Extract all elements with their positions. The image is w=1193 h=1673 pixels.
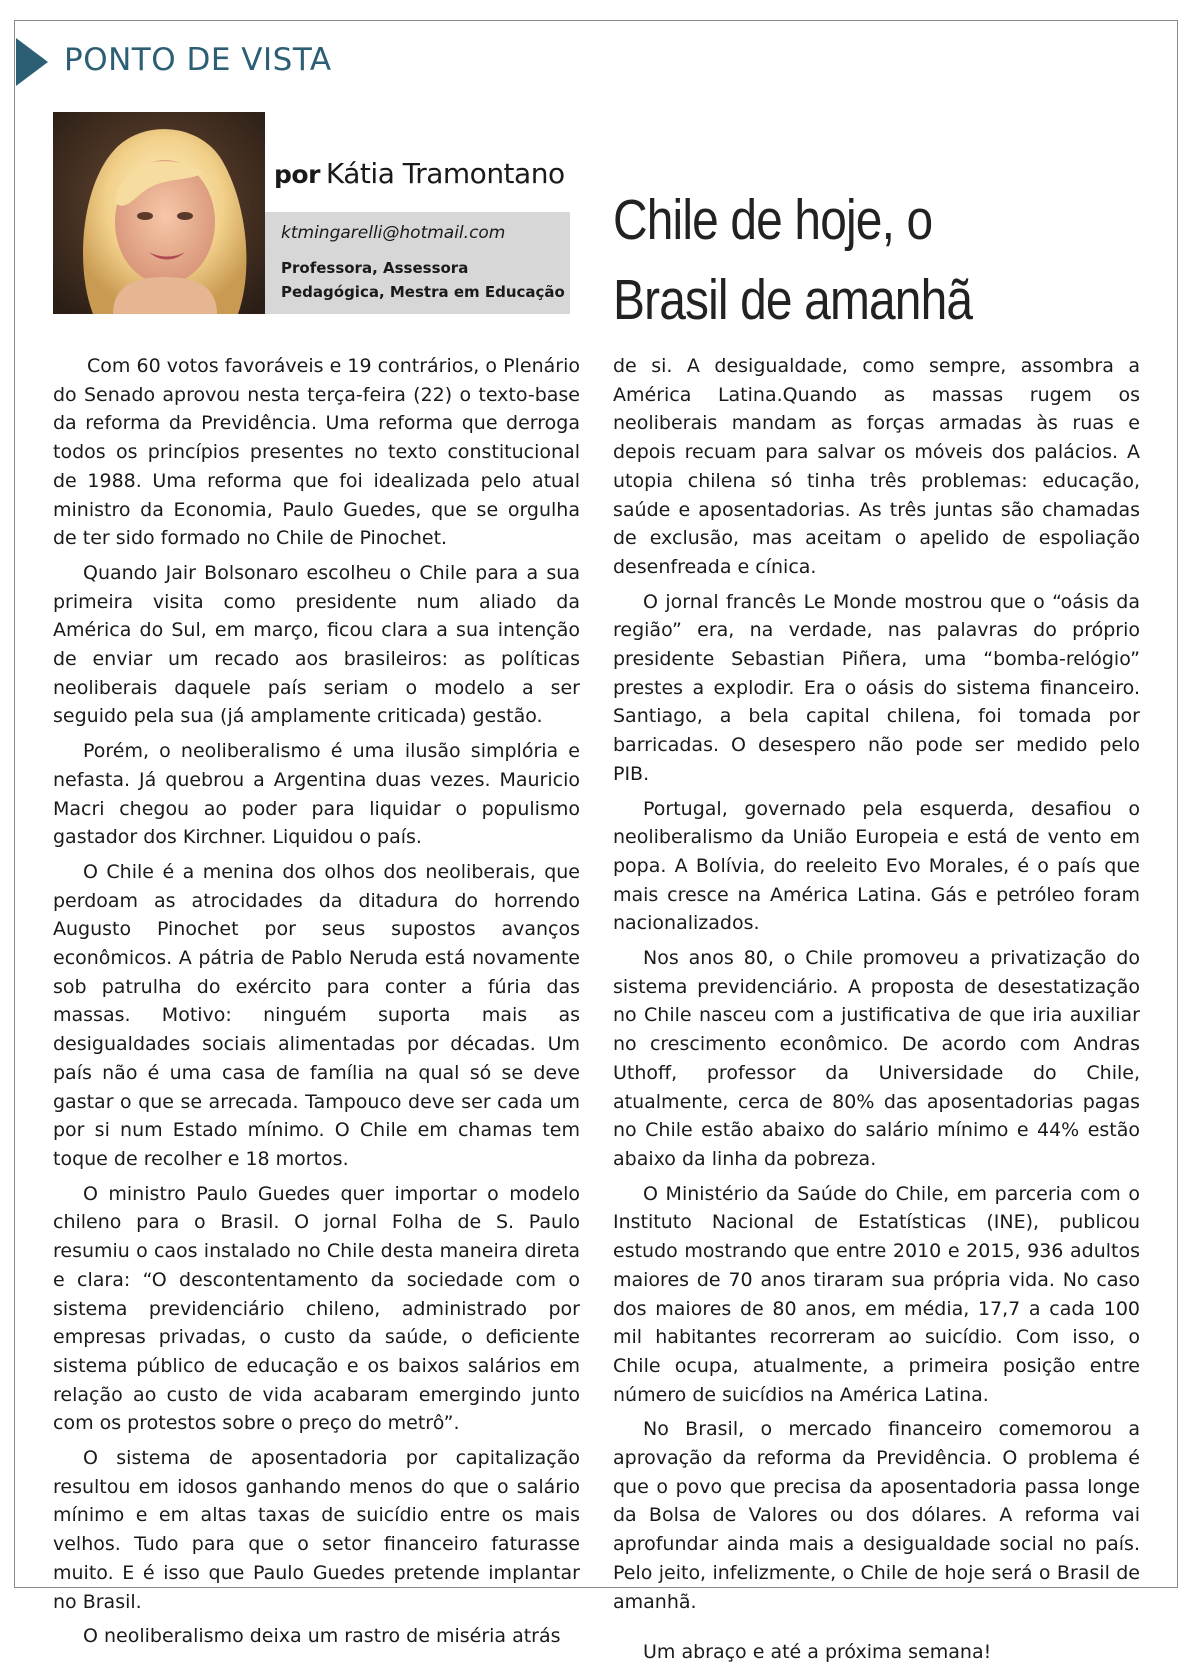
author-photo [53, 112, 265, 314]
author-name: Kátia Tramontano [325, 157, 565, 190]
byline-por: por [274, 160, 320, 189]
paragraph: Com 60 votos favoráveis e 19 contrários, o Plenário do Senado aprovou nesta terça-feira (22) o texto-base da reforma da Previdência. Uma reforma que derroga todos os princípios presentes no texto constitucional de 1988. Uma reforma que foi idealizada pelo atual ministro da Economia, Paulo Guedes, que se orgulha de ter sido formado no Chile de Pinochet. [53, 355, 580, 550]
paragraph: O jornal francês Le Monde mostrou que o “oásis da região” era, na verdade, nas palavras do próprio presidente Sebastian Piñera, uma “bomba-relógio” prestes a explodir. Era o oásis do sistema financeiro. Santiago, a bela capital chilena, foi tomada por barricadas. O desespero não pode ser medido pelo PIB. [613, 590, 1140, 785]
author-byline [274, 156, 565, 193]
author-role-line-1: Professora, Assessora [281, 259, 469, 277]
section-arrow-icon [16, 38, 48, 86]
author-portrait-icon [53, 112, 265, 314]
article-headline [613, 180, 1067, 340]
section-title: PONTO DE VISTA [64, 42, 332, 78]
author-role-line-2: Pedagógica, Mestra em Educação [281, 283, 565, 301]
paragraph: Portugal, governado pela esquerda, desafiou o neoliberalismo da União Europeia e está de vento em popa. A Bolívia, do reeleito Evo Morales, é o país que mais cresce na América Latina. Gás e petróleo foram nacionalizados. [613, 797, 1140, 935]
author-email: ktmingarelli@hotmail.com [281, 223, 506, 243]
paragraph: Porém, o neoliberalismo é uma ilusão simplória e nefasta. Já quebrou a Argentina duas vezes. Mauricio Macri chegou ao poder para liquidar o populismo gastador dos Kirchner. Liquidou o país. [53, 740, 580, 849]
paragraph: O Chile é a menina dos olhos dos neoliberais, que perdoam as atrocidades da ditadura do horrendo Augusto Pinochet por seus supostos avanços econômicos. A pátria de Pablo Neruda está novamente sob patrulha do exército para conter a fúria das massas. Motivo: ninguém suporta mais as desigualdades sociais alimentadas por décadas. Um país não é uma casa de família na qual só se deve gastar o que se arrecada. Tampouco deve ser cada um por si num Estado mínimo. O Chile em chamas tem toque de recolher e 18 mortos. [53, 860, 580, 1170]
paragraph: Quando Jair Bolsonaro escolheu o Chile para a sua primeira visita como presidente num aliado da América do Sul, em março, ficou clara a sua intenção de enviar um recado aos brasileiros: as políticas neoliberais daquele país seriam o modelo a ser seguido pela sua (já amplamente criticada) gestão. [53, 561, 580, 728]
paragraph: O sistema de aposentadoria por capitalização resultou em idosos ganhando menos do que o salário mínimo e em altas taxas de suicídio entre os mais velhos. Tudo para que o setor financeiro faturasse muito. E é isso que Paulo Guedes pretende implantar no Brasil. [53, 1447, 580, 1613]
paragraph: No Brasil, o mercado financeiro comemorou a aprovação da reforma da Previdência. O problema é que o povo que precisa da aposentadoria passa longe da Bolsa de Valores ou dos dólares. A reforma vai aprofundar ainda mais a desigualdade social no país. Pelo jeito, infelizmente, o Chile de hoje será o Brasil de amanhã. [613, 1418, 1140, 1613]
closing-line: Um abraço e até a próxima semana! [643, 1641, 992, 1664]
article-column-right [613, 352, 1140, 1673]
paragraph: O Ministério da Saúde do Chile, em parceria com o Instituto Nacional de Estatísticas (INE), publicou estudo mostrando que entre 2010 e 2015, 936 adultos maiores de 70 anos tiraram sua própria vida. No caso dos maiores de 80 anos, em média, 17,7 a cada 100 mil habitantes recorreram ao suicídio. Com isso, o Chile ocupa, atualmente, a primeira posição entre número de suicídios na América Latina. [613, 1182, 1140, 1406]
author-role [281, 256, 566, 304]
paragraph: O neoliberalismo deixa um rastro de miséria atrás [83, 1625, 561, 1648]
headline-line-1: Chile de hoje, o [613, 188, 933, 252]
article-column-left [53, 352, 580, 1657]
paragraph: O ministro Paulo Guedes quer importar o modelo chileno para o Brasil. O jornal Folha de S. Paulo resumiu o caos instalado no Chile desta maneira direta e clara: “O descontentamento da sociedade com o sistema previdenciário chileno, administrado por empresas privadas, o custo da saúde, o deficiente sistema público de educação e os baixos salários em relação ao custo de vida acabaram emergindo junto com os protestos sobre o preço do metrô”. [53, 1182, 580, 1435]
paragraph: de si. A desigualdade, como sempre, assombra a América Latina.Quando as massas rugem os neoliberais mandam as forças armadas às ruas e depois recuam para salvar os móveis dos palácios. A utopia chilena só tinha três problemas: educação, saúde e aposentadorias. As três juntas são chamadas de exclusão, mas aceitam o apelido de espoliação desenfreada e cínica. [613, 355, 1140, 578]
headline-line-2: Brasil de amanhã [613, 268, 973, 332]
paragraph: Nos anos 80, o Chile promoveu a privatização do sistema previdenciário. A proposta de desestatização no Chile nasceu com a justificativa de que iria auxiliar no crescimento econômico. De acordo com Andras Uthoff, professor da Universidade do Chile, atualmente, cerca de 80% das aposentadorias pagas no Chile estão abaixo do salário mínimo e 44% estão abaixo da linha da pobreza. [613, 947, 1140, 1170]
